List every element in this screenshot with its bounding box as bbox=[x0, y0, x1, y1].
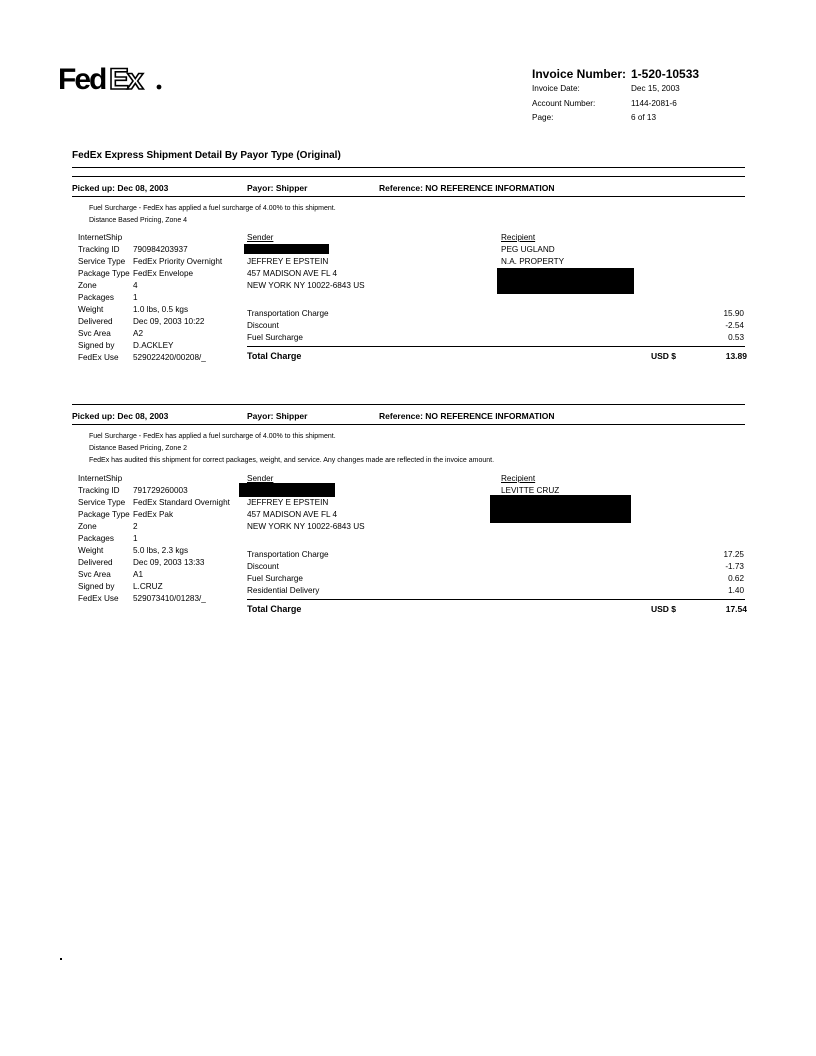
fedex-use: 529022420/00208/_ bbox=[133, 353, 206, 362]
detail-label: Delivered bbox=[78, 317, 113, 326]
sender-line: 457 MADISON AVE FL 4 bbox=[247, 510, 338, 519]
invoice-number-label: Invoice Number: bbox=[532, 67, 627, 81]
divider bbox=[72, 196, 745, 197]
detail-label: Weight bbox=[78, 546, 104, 555]
detail-label: Service Type bbox=[78, 498, 126, 507]
currency: USD $ bbox=[651, 604, 677, 614]
total-divider bbox=[247, 346, 745, 347]
picked-up-date: Picked up: Dec 08, 2003 bbox=[72, 183, 169, 193]
charge-amount: 0.53 bbox=[728, 333, 744, 342]
charge-label: Transportation Charge bbox=[247, 550, 329, 559]
packages: 1 bbox=[133, 293, 138, 302]
detail-label: Tracking ID bbox=[78, 486, 120, 495]
fedex-logo bbox=[58, 60, 164, 96]
redaction-box bbox=[239, 483, 335, 497]
delivered: Dec 09, 2003 13:33 bbox=[133, 558, 205, 567]
account-number: 1144-2081-6 bbox=[631, 99, 677, 108]
charge-label: Residential Delivery bbox=[247, 586, 320, 595]
shipment-note: FedEx has audited this shipment for correct packages, weight, and service. Any changes made are reflected in the invoice amount. bbox=[89, 457, 495, 464]
charge-amount: 1.40 bbox=[728, 586, 744, 595]
detail-label: Zone bbox=[78, 522, 97, 531]
payor-type: Payor: Shipper bbox=[247, 183, 308, 193]
detail-label: Svc Area bbox=[78, 570, 111, 579]
redaction-box bbox=[490, 495, 631, 523]
invoice-date-label: Invoice Date: bbox=[532, 84, 580, 93]
payor-type: Payor: Shipper bbox=[247, 411, 308, 421]
picked-up-date: Picked up: Dec 08, 2003 bbox=[72, 411, 169, 421]
recipient-line: N.A. PROPERTY bbox=[501, 257, 565, 266]
divider bbox=[72, 176, 745, 177]
redaction-box bbox=[497, 268, 634, 294]
reference: Reference: NO REFERENCE INFORMATION bbox=[379, 183, 555, 193]
delivered: Dec 09, 2003 10:22 bbox=[133, 317, 205, 326]
signed-by: L.CRUZ bbox=[133, 582, 163, 591]
tracking-id: 791729260003 bbox=[133, 486, 188, 495]
package-type: FedEx Envelope bbox=[133, 269, 194, 278]
page-number: 6 of 13 bbox=[631, 113, 657, 122]
divider bbox=[72, 424, 745, 425]
detail-label: Signed by bbox=[78, 582, 115, 591]
svg-text:Fed: Fed bbox=[58, 63, 106, 96]
page-label: Page: bbox=[532, 113, 554, 122]
sender-label: Sender bbox=[247, 233, 274, 242]
svc-area: A2 bbox=[133, 329, 144, 338]
divider bbox=[72, 167, 745, 168]
service-type: FedEx Standard Overnight bbox=[133, 498, 230, 507]
detail-label: Weight bbox=[78, 305, 104, 314]
detail-label: Service Type bbox=[78, 257, 126, 266]
sender-label: Sender bbox=[247, 474, 274, 483]
detail-label: Zone bbox=[78, 281, 97, 290]
total-charge-label: Total Charge bbox=[247, 351, 302, 361]
weight: 5.0 lbs, 2.3 kgs bbox=[133, 546, 189, 555]
recipient-line: LEVITTE CRUZ bbox=[501, 486, 560, 495]
divider bbox=[72, 404, 745, 405]
charge-label: Fuel Surcharge bbox=[247, 574, 303, 583]
total-charge: 13.89 bbox=[725, 351, 747, 361]
redaction-box bbox=[244, 244, 329, 254]
charge-label: Transportation Charge bbox=[247, 309, 329, 318]
sender-line: NEW YORK NY 10022-6843 US bbox=[247, 522, 365, 531]
invoice-date: Dec 15, 2003 bbox=[631, 84, 680, 93]
charge-label: Discount bbox=[247, 562, 279, 571]
tracking-id: 790984203937 bbox=[133, 245, 188, 254]
detail-label: FedEx Use bbox=[78, 594, 119, 603]
recipient-label: Recipient bbox=[501, 474, 536, 483]
charge-amount: 0.62 bbox=[728, 574, 744, 583]
shipment-note: Distance Based Pricing, Zone 2 bbox=[89, 445, 188, 452]
detail-label: FedEx Use bbox=[78, 353, 119, 362]
charge-amount: 17.25 bbox=[723, 550, 744, 559]
charge-amount: -2.54 bbox=[725, 321, 744, 330]
shipment-note: Distance Based Pricing, Zone 4 bbox=[89, 217, 188, 224]
package-type: FedEx Pak bbox=[133, 510, 174, 519]
total-divider bbox=[247, 599, 745, 600]
zone: 4 bbox=[133, 281, 138, 290]
service-type: FedEx Priority Overnight bbox=[133, 257, 223, 266]
sender-line: 457 MADISON AVE FL 4 bbox=[247, 269, 338, 278]
currency: USD $ bbox=[651, 351, 677, 361]
section-title: FedEx Express Shipment Detail By Payor Type (Original) bbox=[72, 150, 341, 161]
sender-line: JEFFREY E EPSTEIN bbox=[247, 257, 329, 266]
detail-label: Package Type bbox=[78, 510, 130, 519]
charge-amount: -1.73 bbox=[725, 562, 744, 571]
reference: Reference: NO REFERENCE INFORMATION bbox=[379, 411, 555, 421]
sender-line: JEFFREY E EPSTEIN bbox=[247, 498, 329, 507]
total-charge-label: Total Charge bbox=[247, 604, 302, 614]
detail-label: InternetShip bbox=[78, 474, 123, 483]
packages: 1 bbox=[133, 534, 138, 543]
shipment-note: Fuel Surcharge - FedEx has applied a fuel surcharge of 4.00% to this shipment. bbox=[89, 433, 336, 440]
total-charge: 17.54 bbox=[725, 604, 747, 614]
invoice-number: 1-520-10533 bbox=[631, 67, 700, 81]
svc-area: A1 bbox=[133, 570, 144, 579]
zone: 2 bbox=[133, 522, 138, 531]
detail-label: Delivered bbox=[78, 558, 113, 567]
charge-amount: 15.90 bbox=[723, 309, 744, 318]
charge-label: Fuel Surcharge bbox=[247, 333, 303, 342]
detail-label: Signed by bbox=[78, 341, 115, 350]
account-number-label: Account Number: bbox=[532, 99, 596, 108]
weight: 1.0 lbs, 0.5 kgs bbox=[133, 305, 189, 314]
detail-label: Svc Area bbox=[78, 329, 111, 338]
fedex-use: 529073410/01283/_ bbox=[133, 594, 206, 603]
svg-text:Ex: Ex bbox=[109, 63, 142, 96]
detail-label: Package Type bbox=[78, 269, 130, 278]
charge-label: Discount bbox=[247, 321, 279, 330]
detail-label: Tracking ID bbox=[78, 245, 120, 254]
shipment-note: Fuel Surcharge - FedEx has applied a fuel surcharge of 4.00% to this shipment. bbox=[89, 205, 336, 212]
recipient-line: PEG UGLAND bbox=[501, 245, 555, 254]
stray-mark bbox=[60, 958, 62, 960]
detail-label: Packages bbox=[78, 293, 114, 302]
sender-line: NEW YORK NY 10022-6843 US bbox=[247, 281, 365, 290]
recipient-label: Recipient bbox=[501, 233, 536, 242]
signed-by: D.ACKLEY bbox=[133, 341, 174, 350]
detail-label: InternetShip bbox=[78, 233, 123, 242]
detail-label: Packages bbox=[78, 534, 114, 543]
